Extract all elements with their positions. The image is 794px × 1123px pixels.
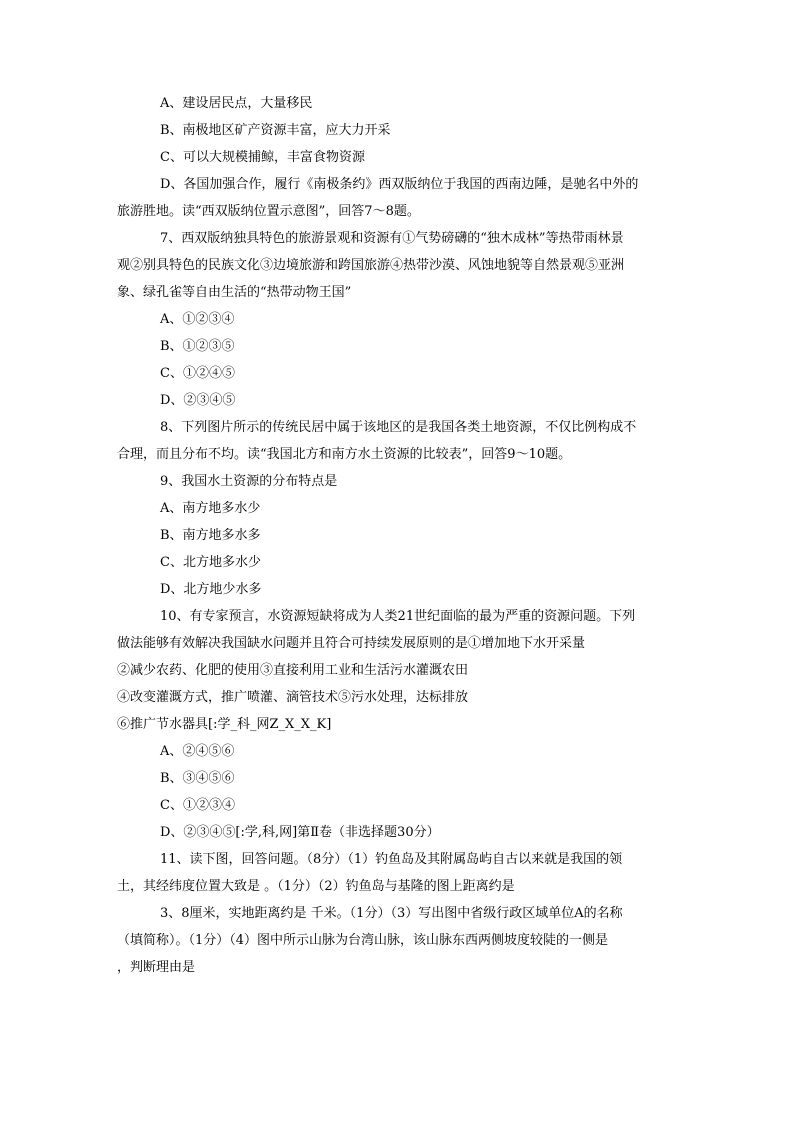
- option-c-line: C、北方地多水少: [160, 555, 261, 570]
- paragraph-line: ②减少农药、化肥的使用③直接利用工业和生活污水灌溉农田: [117, 663, 469, 678]
- option-c-line: C、①②③④: [160, 798, 235, 813]
- option-b-line: B、南方地多水多: [160, 528, 261, 543]
- paragraph-line: 土，其经纬度位置大致是 。（1分）（2）钓鱼岛与基隆的图上距离约是: [117, 879, 515, 894]
- paragraph-line: 旅游胜地。读“西双版纳位置示意图”，回答7～8题。: [117, 204, 420, 219]
- option-b-line: B、南极地区矿产资源丰富，应大力开采: [160, 123, 391, 138]
- option-b-line: B、①②③⑤: [160, 339, 235, 354]
- option-a-line: A、①②③④: [160, 312, 235, 327]
- option-a-line: A、②④⑤⑥: [160, 744, 235, 759]
- option-b-line: B、③④⑤⑥: [160, 771, 235, 786]
- option-d-line: D、②③④⑤: [160, 393, 236, 408]
- option-d-line: D、②③④⑤[:学,科,网]第Ⅱ卷（非选择题30分）: [160, 825, 440, 840]
- option-c-line: C、①②④⑤: [160, 366, 235, 381]
- option-d-line: D、各国加强合作，履行《南极条约》西双版纳位于我国的西南边陲，是驰名中外的: [160, 177, 639, 192]
- option-c-line: C、可以大规模捕鲸，丰富食物资源: [160, 150, 365, 165]
- option-d-line: D、北方地少水多: [160, 582, 262, 597]
- question-8: 8、下列图片所示的传统民居中属于该地区的是我国各类土地资源，不仅比例构成不: [160, 420, 637, 435]
- paragraph-line: 3、8厘米，实地距离约是 千米。（1分）（3）写出图中省级行政区域单位A的名称: [160, 906, 623, 921]
- question-9: 9、我国水土资源的分布特点是: [160, 474, 338, 489]
- paragraph-line: ，判断理由是: [117, 960, 196, 975]
- paragraph-line: 观②别具特色的民族文化③边境旅游和跨国旅游④热带沙漠、风蚀地貌等自然景观⑤亚洲: [117, 258, 625, 273]
- question-7: 7、西双版纳独具特色的旅游景观和资源有①气势磅礴的“独木成林”等热带雨林景: [160, 231, 624, 246]
- option-a-line: A、建设居民点，大量移民: [160, 96, 313, 111]
- option-a-line: A、南方地多水少: [160, 501, 261, 516]
- paragraph-line: （填简称）。（1分）（4）图中所示山脉为台湾山脉，该山脉东西两侧坡度较陡的一侧是: [117, 933, 609, 948]
- paragraph-line: ④改变灌溉方式，推广喷灌、滴管技术⑤污水处理，达标排放: [117, 690, 469, 705]
- question-11: 11、读下图，回答问题。（8分）（1）钓鱼岛及其附属岛屿自古以来就是我国的领: [160, 852, 623, 867]
- question-10: 10、有专家预言，水资源短缺将成为人类21世纪面临的最为严重的资源问题。下列: [160, 609, 636, 624]
- paragraph-line: ⑥推广节水器具[:学_科_网Z_X_X_K]: [117, 717, 332, 732]
- paragraph-line: 合理，而且分布不均。读“我国北方和南方水土资源的比较表”，回答9～10题。: [117, 447, 572, 462]
- paragraph-line: 象、绿孔雀等自由生活的“热带动物王国”: [117, 285, 352, 300]
- paragraph-line: 做法能够有效解决我国缺水问题并且符合可持续发展原则的是①增加地下水开采量: [117, 636, 586, 651]
